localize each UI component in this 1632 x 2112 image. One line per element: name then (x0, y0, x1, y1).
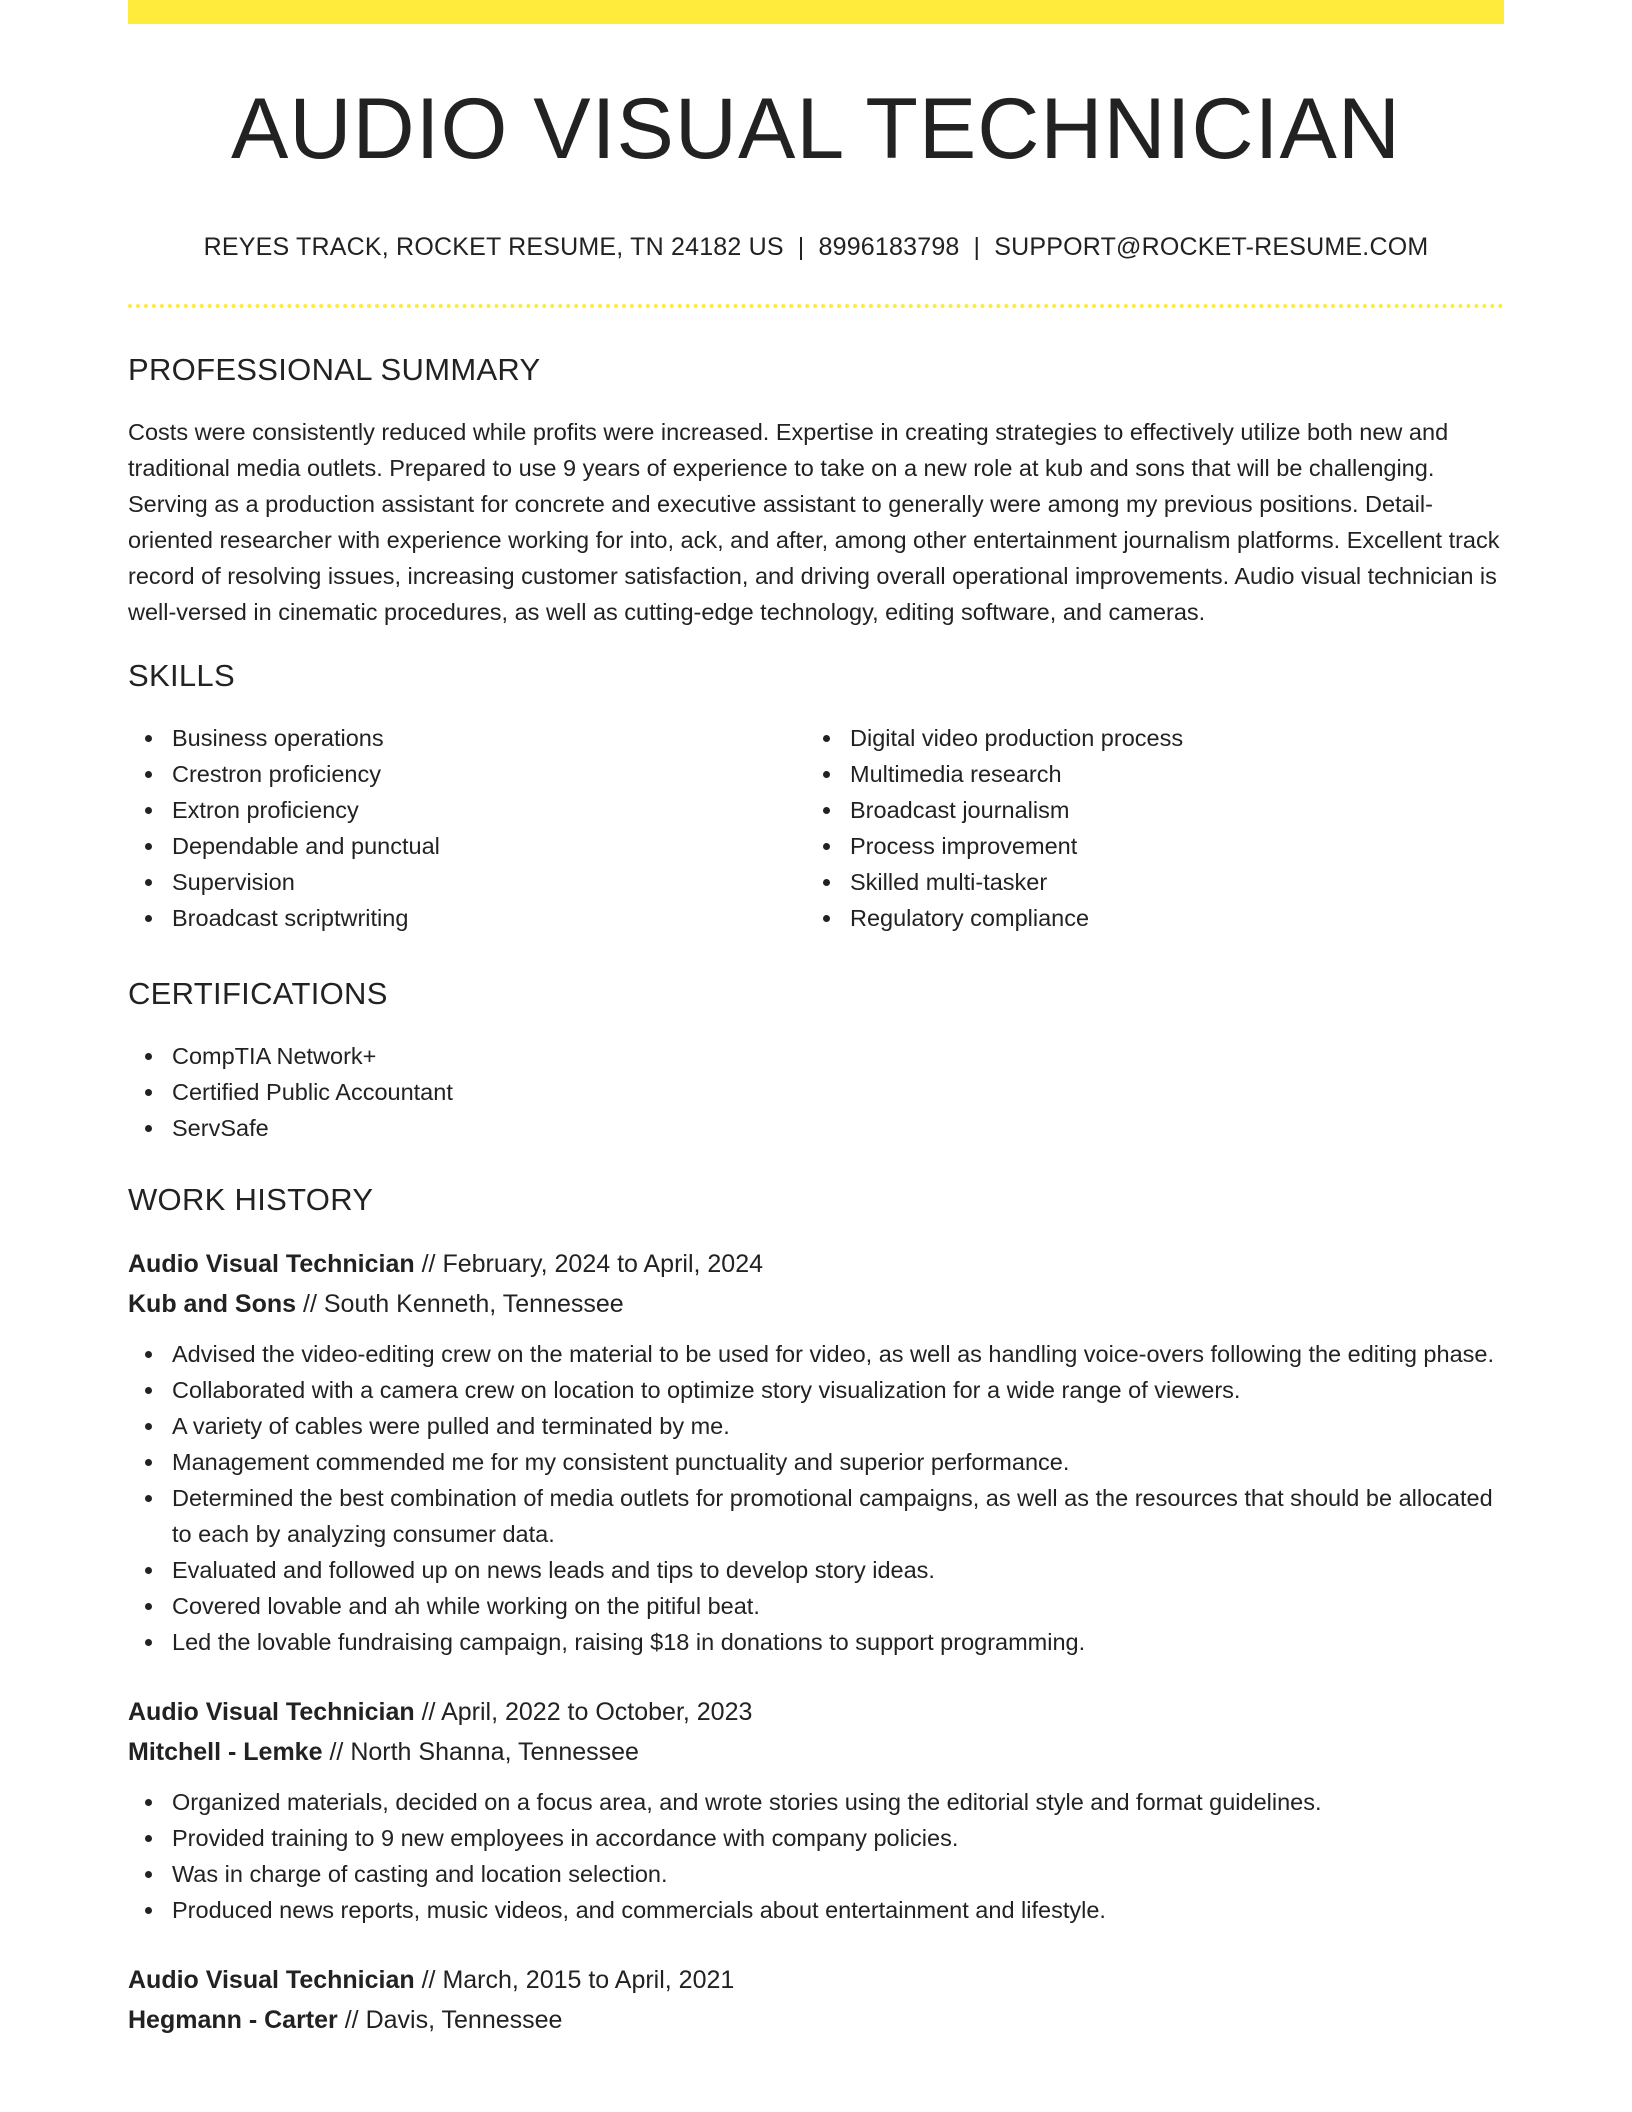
skill-item: Skilled multi-tasker (806, 864, 1484, 900)
job-company-line (128, 1284, 1504, 1324)
skill-item: Regulatory compliance (806, 900, 1484, 936)
skills-column-left (128, 720, 806, 936)
job-dates: April, 2022 to October, 2023 (441, 1697, 753, 1726)
job-company: Hegmann - Carter (128, 2005, 338, 2034)
job-company-line (128, 1732, 1504, 1772)
resume-page (128, 0, 1504, 2040)
skill-list (806, 720, 1484, 936)
skill-item: Business operations (128, 720, 806, 756)
job-role-line (128, 1960, 1504, 2000)
accent-bar (128, 0, 1504, 24)
job-duty-item: Collaborated with a camera crew on location to optimize story visualization for a wide range of viewers. (128, 1372, 1504, 1408)
job-duty-item: Led the lovable fundraising campaign, raising $18 in donations to support programming. (128, 1624, 1504, 1660)
job-separator: // (344, 2005, 359, 2034)
job-entry (128, 1244, 1504, 1660)
skill-item: Multimedia research (806, 756, 1484, 792)
dotted-divider (128, 304, 1504, 308)
job-role: Audio Visual Technician (128, 1249, 415, 1278)
contact-phone: 8996183798 (818, 232, 960, 261)
certification-item: ServSafe (128, 1110, 1504, 1146)
skills-grid (128, 720, 1504, 936)
job-separator: // (421, 1249, 436, 1278)
contact-separator: | (973, 232, 981, 261)
job-separator: // (303, 1289, 317, 1318)
contact-line (128, 233, 1504, 262)
job-separator: // (421, 1697, 436, 1726)
resume-title: AUDIO VISUAL TECHNICIAN (231, 81, 1401, 177)
skills-column-right (806, 720, 1484, 936)
contact-separator: | (797, 232, 805, 261)
skill-item: Dependable and punctual (128, 828, 806, 864)
job-duty-item: Provided training to 9 new employees in accordance with company policies. (128, 1820, 1504, 1856)
summary-text: Costs were consistently reduced while profits were increased. Expertise in creating strategies to effectively utilize both new and traditional media outlets. Prepared to use 9 years of experience to take on a new role at kub and sons that will be challenging. Serving as a production assistant for concrete and executive assistant to generally were among my previous positions. Detail-oriented researcher with experience working for into, ack, and after, among other entertainment journalism platforms. Excellent track record of resolving issues, increasing customer satisfaction, and driving overall operational improvements. Audio visual technician is well-versed in cinematic procedures, as well as cutting-edge technology, editing software, and cameras. (128, 418, 1500, 625)
job-role: Audio Visual Technician (128, 1697, 415, 1726)
job-role: Audio Visual Technician (128, 1965, 415, 1994)
job-company-line (128, 2000, 1504, 2040)
job-duty-item: Determined the best combination of media outlets for promotional campaigns, as well as the resources that should be allocated to each by analyzing consumer data. (128, 1480, 1504, 1552)
skill-list (128, 720, 806, 936)
certifications-list (128, 1038, 1504, 1146)
job-duties (128, 1336, 1504, 1660)
skill-item: Crestron proficiency (128, 756, 806, 792)
job-role-line (128, 1692, 1504, 1732)
job-duty-item: Produced news reports, music videos, and commercials about entertainment and lifestyle. (128, 1892, 1504, 1928)
certification-item: Certified Public Accountant (128, 1074, 1504, 1110)
job-duties (128, 1784, 1504, 1928)
skill-item: Digital video production process (806, 720, 1484, 756)
job-separator: // (421, 1965, 436, 1994)
skills-heading: SKILLS (128, 657, 235, 693)
job-duty-item: Organized materials, decided on a focus area, and wrote stories using the editorial style and format guidelines. (128, 1784, 1504, 1820)
contact-email: SUPPORT@ROCKET-RESUME.COM (994, 232, 1429, 261)
skill-item: Broadcast scriptwriting (128, 900, 806, 936)
job-entry (128, 1960, 1504, 2040)
job-location: North Shanna, Tennessee (350, 1737, 639, 1766)
job-duty-item: Management commended me for my consistent punctuality and superior performance. (128, 1444, 1504, 1480)
skill-item: Extron proficiency (128, 792, 806, 828)
job-company: Mitchell - Lemke (128, 1737, 323, 1766)
contact-address: REYES TRACK, ROCKET RESUME, TN 24182 US (203, 232, 784, 261)
job-duty-item: Was in charge of casting and location selection. (128, 1856, 1504, 1892)
job-duty-item: A variety of cables were pulled and terminated by me. (128, 1408, 1504, 1444)
skill-item: Process improvement (806, 828, 1484, 864)
job-role-line (128, 1244, 1504, 1284)
summary-heading: PROFESSIONAL SUMMARY (128, 351, 541, 387)
work-history-heading: WORK HISTORY (128, 1181, 374, 1217)
skill-item: Broadcast journalism (806, 792, 1484, 828)
job-duty-item: Advised the video-editing crew on the material to be used for video, as well as handling voice-overs following the editing phase. (128, 1336, 1504, 1372)
job-separator: // (329, 1737, 344, 1766)
certification-item: CompTIA Network+ (128, 1038, 1504, 1074)
certifications-heading: CERTIFICATIONS (128, 975, 388, 1011)
skill-item: Supervision (128, 864, 806, 900)
job-location: Davis, Tennessee (365, 2005, 563, 2034)
job-dates: March, 2015 to April, 2021 (442, 1965, 735, 1994)
job-duty-item: Covered lovable and ah while working on the pitiful beat. (128, 1588, 1504, 1624)
job-entry (128, 1692, 1504, 1928)
job-location: South Kenneth, Tennessee (323, 1289, 624, 1318)
job-duty-item: Evaluated and followed up on news leads and tips to develop story ideas. (128, 1552, 1504, 1588)
job-company: Kub and Sons (128, 1289, 297, 1318)
job-dates: February, 2024 to April, 2024 (442, 1249, 764, 1278)
